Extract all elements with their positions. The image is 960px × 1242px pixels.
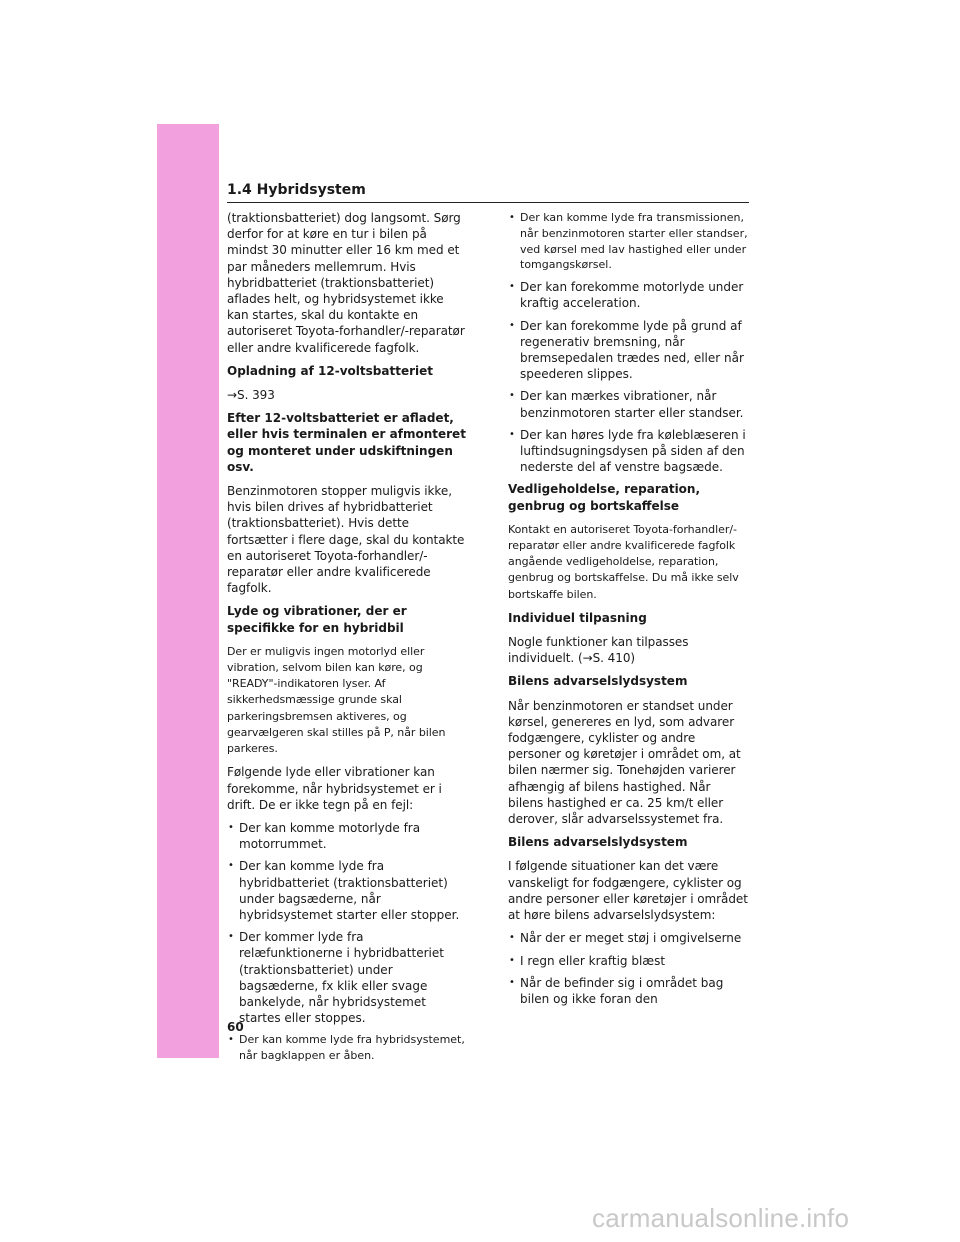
paragraph: Nogle funktioner kan tilpasses individuelt. (→S. 410) <box>508 635 689 666</box>
paragraph: (traktionsbatteriet) dog langsomt. Sørg derfor for at køre en tur i bilen på mindst 30 minutter eller 16 km med et par måneders mellemrum. Hvis hybridbatteriet (traktionsbatteriet) aflades helt, og hybridsystemet ikke kan startes, skal du kontakte en autoriseret Toyota-forhandler/-reparatør eller andre kvalificerede fagfolk. <box>227 211 465 355</box>
section-title: 1.4 Hybridsystem <box>227 182 366 198</box>
list-item: • Der kan komme motorlyde fra motorrummet. <box>227 820 467 852</box>
list-item: • Der kan komme lyde fra hybridsystemet, når bagklappen er åben. <box>227 1032 467 1064</box>
left-column <box>227 210 467 1070</box>
list-item: • Der kan høres lyde fra køleblæseren i luftindsugningsdysen på siden af den nederste del af venstre bagsæde. <box>508 427 748 476</box>
watermark: carmanualsonline.info <box>592 1203 850 1233</box>
subheading: Bilens advarselslydsystem <box>508 674 688 689</box>
page-reference[interactable]: →S. 393 <box>227 388 275 403</box>
paragraph: Benzinmotoren stopper muligvis ikke, hvis bilen drives af hybridbatteriet (traktionsbatteriet). Hvis dette fortsætter i flere dage, skal du kontakte en autoriseret Toyota-forhandler/-reparatør eller andre kvalificerede fagfolk. <box>227 484 465 596</box>
right-column <box>508 210 748 1013</box>
list-item: • Der kommer lyde fra relæfunktionerne i hybridbatteriet (traktionsbatteriet) under bagsæderne, fx klik eller svage bankelyde, når hybridsystemet startes eller stoppes. <box>227 929 467 1026</box>
list-item: • Når de befinder sig i området bag bilen og ikke foran den <box>508 975 748 1007</box>
subheading: Opladning af 12-voltsbatteriet <box>227 363 433 378</box>
page-number: 60 <box>227 1020 244 1034</box>
subheading: Lyde og vibrationer, der er specifikke for en hybridbil <box>227 604 407 635</box>
subheading: Individuel tilpasning <box>508 610 647 625</box>
subheading: Bilens advarselslydsystem <box>508 835 688 850</box>
bullet-list <box>508 930 748 1007</box>
paragraph: I følgende situationer kan det være vanskeligt for fodgængere, cyklister og andre personer eller køretøjer i området at høre bilens advarselslydsystem: <box>508 859 748 923</box>
chapter-side-tab <box>157 124 219 1058</box>
bullet-list <box>227 820 467 1064</box>
paragraph: Kontakt en autoriseret Toyota-forhandler/-reparatør eller andre kvalificerede fagfolk angående vedligeholdelse, reparation, genbrug og bortskaffelse. Du må ikke selv bortskaffe bilen. <box>508 522 739 601</box>
subheading: Efter 12-voltsbatteriet er afladet, eller hvis terminalen er afmonteret og monteret under udskiftningen osv. <box>227 411 466 474</box>
paragraph: Der er muligvis ingen motorlyd eller vibration, selvom bilen kan køre, og "READY"-indikatoren lyser. Af sikkerhedsmæssige grunde skal parkeringsbremsen aktiveres, og gearvælgeren skal stilles på P, når bilen parkeres. <box>227 644 446 756</box>
paragraph: Når benzinmotoren er standset under kørsel, genereres en lyd, som advarer fodgængere, cyklister og andre personer og køretøjer i området om, at bilen nærmer sig. Tonehøjden varierer afhængig af bilens hastighed. Når bilens hastighed er ca. 25 km/t eller derover, slår advarselssystemet fra. <box>508 698 741 827</box>
list-item: • Der kan forekomme lyde på grund af regenerativ bremsning, når bremsepedalen trædes ned, eller når speederen slippes. <box>508 318 748 383</box>
list-item: • Der kan mærkes vibrationer, når benzinmotoren starter eller standser. <box>508 388 748 420</box>
list-item: • I regn eller kraftig blæst <box>508 953 748 969</box>
subheading: Vedligeholdelse, reparation, genbrug og bortskaffelse <box>508 482 701 513</box>
paragraph: Følgende lyde eller vibrationer kan forekomme, når hybridsystemet er i drift. De er ikke tegn på en fejl: <box>227 765 442 812</box>
bullet-list <box>508 210 748 475</box>
list-item: • Der kan forekomme motorlyde under kraftig acceleration. <box>508 279 748 311</box>
list-item: • Der kan komme lyde fra transmissionen, når benzinmotoren starter eller standser, ved kørsel med lav hastighed eller under tomgangskørsel. <box>508 210 748 273</box>
list-item: • Når der er meget støj i omgivelserne <box>508 930 748 946</box>
list-item: • Der kan komme lyde fra hybridbatteriet (traktionsbatteriet) under bagsæderne, når hybridsystemet starter eller stopper. <box>227 858 467 923</box>
section-header <box>227 179 749 203</box>
